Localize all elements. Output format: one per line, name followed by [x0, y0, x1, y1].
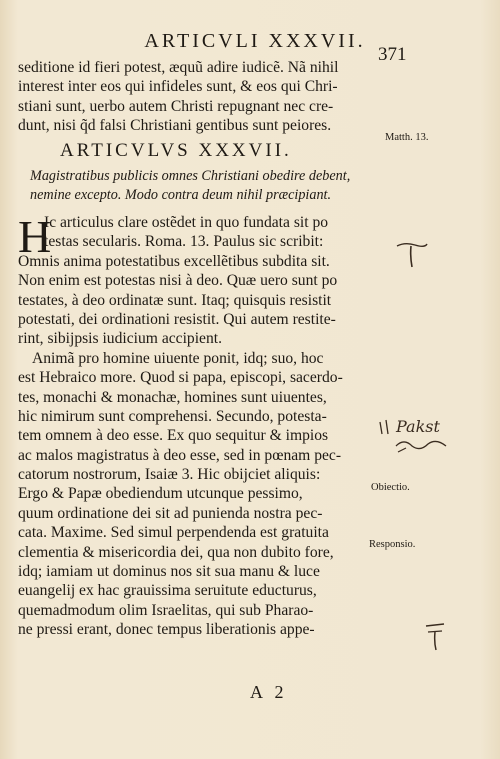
- text-line: tem omnem à deo esse. Ex quo sequitur & impios: [18, 427, 329, 445]
- text-line: tes, monachi & monachæ, homines sunt uiuentes,: [18, 388, 327, 406]
- margin-note-matth: Matth. 13.: [385, 132, 429, 143]
- text-line: rint, sibijpsis iudicium accipient.: [18, 330, 222, 348]
- summary-line: nemine excepto. Modo contra deum nihil præcipiant.: [30, 187, 332, 203]
- text-line: dunt, nisi q̃d falsi Christiani gentibus sunt peiores.: [18, 117, 332, 135]
- text-line: stiani sunt, uerbo autem Christi repugnant nec cre-: [18, 97, 334, 115]
- text-line: quemadmodum olim Israelitas, qui sub Pharao-: [18, 601, 314, 619]
- margin-note-obiectio: Obiectio.: [371, 482, 410, 493]
- text-line: testates, à deo ordinatæ sunt. Itaq; quisquis resistit: [18, 291, 332, 309]
- text-line: testas secularis. Roma. 13. Paulus sic scribit:: [44, 233, 324, 251]
- text-line: hic nimirum sunt comprehensi. Secundo, potesta-: [18, 407, 327, 425]
- text-line: Ic articulus clare ostẽdet in quo fundata sit po: [44, 214, 329, 231]
- handwritten-annotation: [376, 408, 496, 456]
- text-line: Omnis anima potestatibus excellẽtibus subdita sit.: [18, 252, 330, 270]
- text-line: ne pressi erant, donec tempus liberationis appe-: [18, 621, 315, 639]
- text-line: ac malos magistratus à deo esse, sed in pœnam pec-: [18, 446, 342, 464]
- text-block-top: [18, 58, 376, 136]
- text-line: potestati, dei ordinationi resistit. Qui autem restite-: [18, 310, 336, 328]
- text-line: interest inter eos qui infideles sunt, & eos qui Chri-: [18, 78, 338, 96]
- text-line: cata. Maxime. Sed simul perpendenda est gratuita: [18, 524, 329, 542]
- text-line: seditione id fieri potest, æquũ adire iudicẽ. Nã nihil: [18, 59, 339, 76]
- handwritten-note-text: Pakst: [396, 417, 440, 436]
- text-block-main: [18, 213, 376, 640]
- text-line: quum ordinatione dei sit ad punienda nostra pec-: [18, 504, 323, 522]
- text-line: clementia & misericordia dei, qua non dubito fore,: [18, 543, 334, 561]
- drop-cap: H: [18, 211, 52, 262]
- article-heading: ARTICVLVS XXXVII.: [60, 140, 292, 161]
- text-line: est Hebraico more. Quod si papa, episcopi, sacerdo-: [18, 369, 343, 387]
- margin-note-responsio: Responsio.: [369, 539, 416, 550]
- text-line: Ergo & Papæ obediendum utcunque pessimo,: [18, 485, 303, 503]
- text-line: idq; iamiam ut dominus nos sit sua manu & luce: [18, 563, 320, 581]
- handwritten-mark: [422, 618, 452, 654]
- catchword-signature: A 2: [250, 682, 288, 702]
- article-summary: [30, 167, 380, 205]
- text-line: euangelij ex hac grauissima seruitute educturus,: [18, 582, 317, 600]
- running-head: ARTICVLI XXXVII.: [144, 30, 366, 52]
- summary-line: Magistratibus publicis omnes Christiani obedire debent,: [30, 168, 351, 184]
- text-line: catorum nostrorum, Isaiæ 3. Hic obijciet aliquis:: [18, 466, 321, 484]
- text-line: Animã pro homine uiuente ponit, idq; suo, hoc: [32, 349, 324, 367]
- text-line: Non enim est potestas nisi à deo. Quæ uero sunt po: [18, 272, 338, 290]
- page-number: 371: [378, 44, 407, 65]
- handwritten-mark: [395, 240, 429, 270]
